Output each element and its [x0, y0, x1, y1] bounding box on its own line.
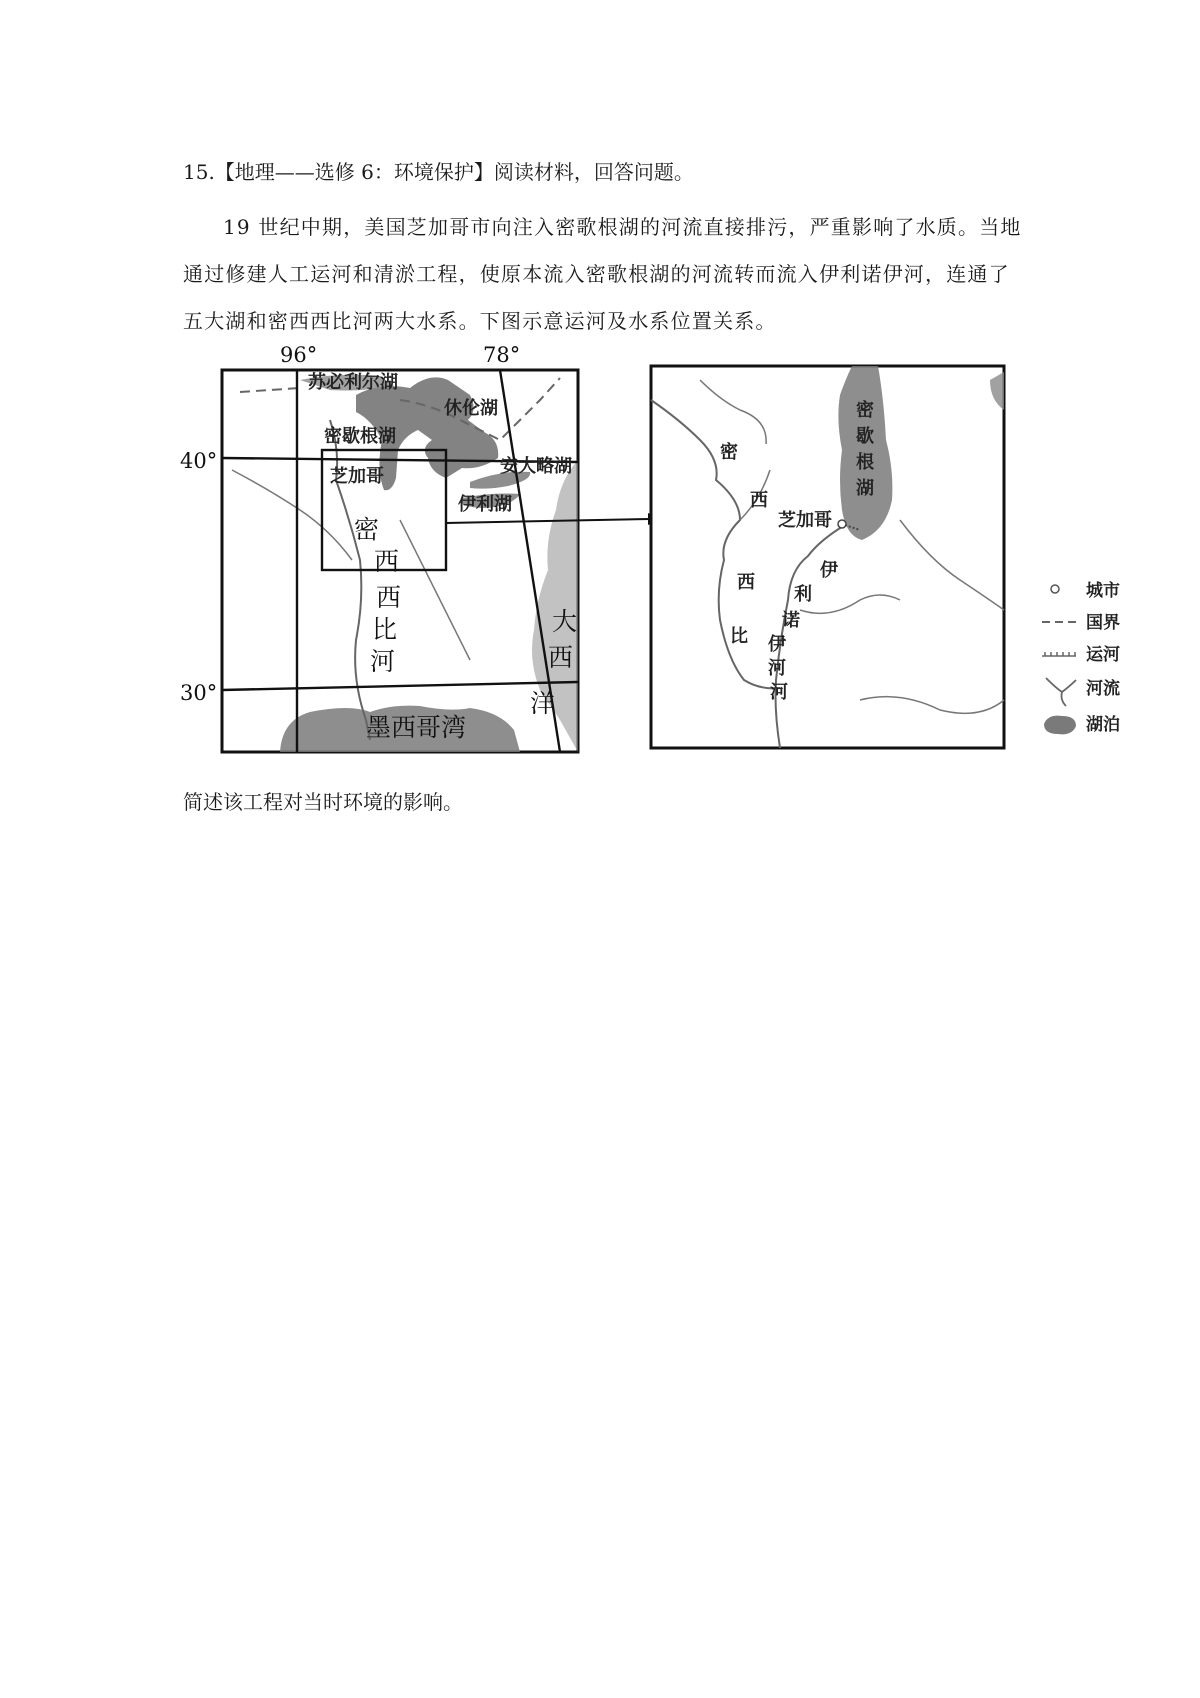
label-erie: 伊利湖	[458, 494, 512, 515]
rlabel-michigan-1: 密	[856, 400, 874, 421]
label-ontario: 安大略湖	[500, 456, 572, 477]
legend-canal-label: 运河	[1086, 645, 1120, 665]
label-huron: 休伦湖	[444, 398, 498, 419]
rlabel-illinois-4: 伊	[768, 634, 786, 655]
rlabel-mississippi-3: 西	[737, 572, 755, 593]
question-heading: 15.【地理——选修 6：环境保护】阅读材料，回答问题。	[183, 160, 694, 184]
rlabel-michigan-4: 湖	[856, 478, 874, 499]
rlabel-illinois-6: 河	[770, 682, 788, 703]
label-mississippi-4: 比	[372, 615, 398, 644]
legend-canal-icon	[1042, 652, 1076, 656]
rlabel-mississippi-1: 密	[720, 442, 738, 463]
rlabel-illinois-3: 诺	[782, 610, 800, 631]
label-chicago: 芝加哥	[330, 466, 384, 487]
rlabel-mississippi-4: 比	[730, 626, 748, 647]
lon-label-78: 78°	[483, 343, 521, 367]
lon-label-96: 96°	[280, 343, 318, 367]
rlabel-chicago: 芝加哥	[778, 510, 832, 531]
label-mississippi-2: 西	[374, 547, 400, 576]
legend-border-label: 国界	[1086, 613, 1120, 633]
figure	[0, 0, 1200, 800]
label-mississippi-1: 密	[354, 515, 380, 544]
label-gulf: 墨西哥湾	[366, 713, 467, 742]
rlabel-mississippi-2: 西	[750, 490, 768, 511]
rlabel-illinois-2: 利	[794, 584, 812, 605]
label-atlantic-1: 大	[552, 607, 578, 636]
lat-label-30: 30°	[180, 681, 218, 705]
question-prompt: 简述该工程对当时环境的影响。	[183, 790, 463, 814]
label-atlantic-2: 西	[548, 643, 574, 672]
rlabel-michigan-3: 根	[856, 452, 874, 473]
label-mississippi-5: 河	[370, 647, 396, 676]
label-atlantic-3: 洋	[530, 689, 556, 718]
left-map	[180, 343, 662, 752]
label-superior: 苏必利尔湖	[308, 372, 398, 393]
rlabel-michigan-2: 歇	[856, 426, 874, 447]
legend-river-icon	[1046, 678, 1076, 706]
legend-city-label: 城市	[1086, 581, 1120, 601]
lat-label-40: 40°	[180, 449, 218, 473]
legend	[1042, 580, 1120, 735]
label-michigan: 密歇根湖	[324, 426, 396, 447]
chicago-city-marker	[838, 520, 846, 528]
legend-lake-label: 湖泊	[1086, 715, 1120, 735]
rlabel-illinois-5: 河	[768, 658, 786, 679]
legend-river-label: 河流	[1086, 679, 1120, 699]
label-mississippi-3: 西	[376, 583, 402, 612]
legend-city-icon	[1051, 585, 1059, 593]
right-map	[651, 366, 1004, 748]
question-material: 19 世纪中期，美国芝加哥市向注入密歌根湖的河流直接排污，严重影响了水质。当地通过修建人工运河和清淤工程，使原本流入密歌根湖的河流转而流入伊利诺伊河，连通了五大湖和密西西比河两大水系。下图示意运河及水系位置关系。	[183, 215, 1022, 333]
rlabel-illinois-1: 伊	[820, 560, 838, 581]
legend-lake-icon	[1044, 716, 1076, 735]
